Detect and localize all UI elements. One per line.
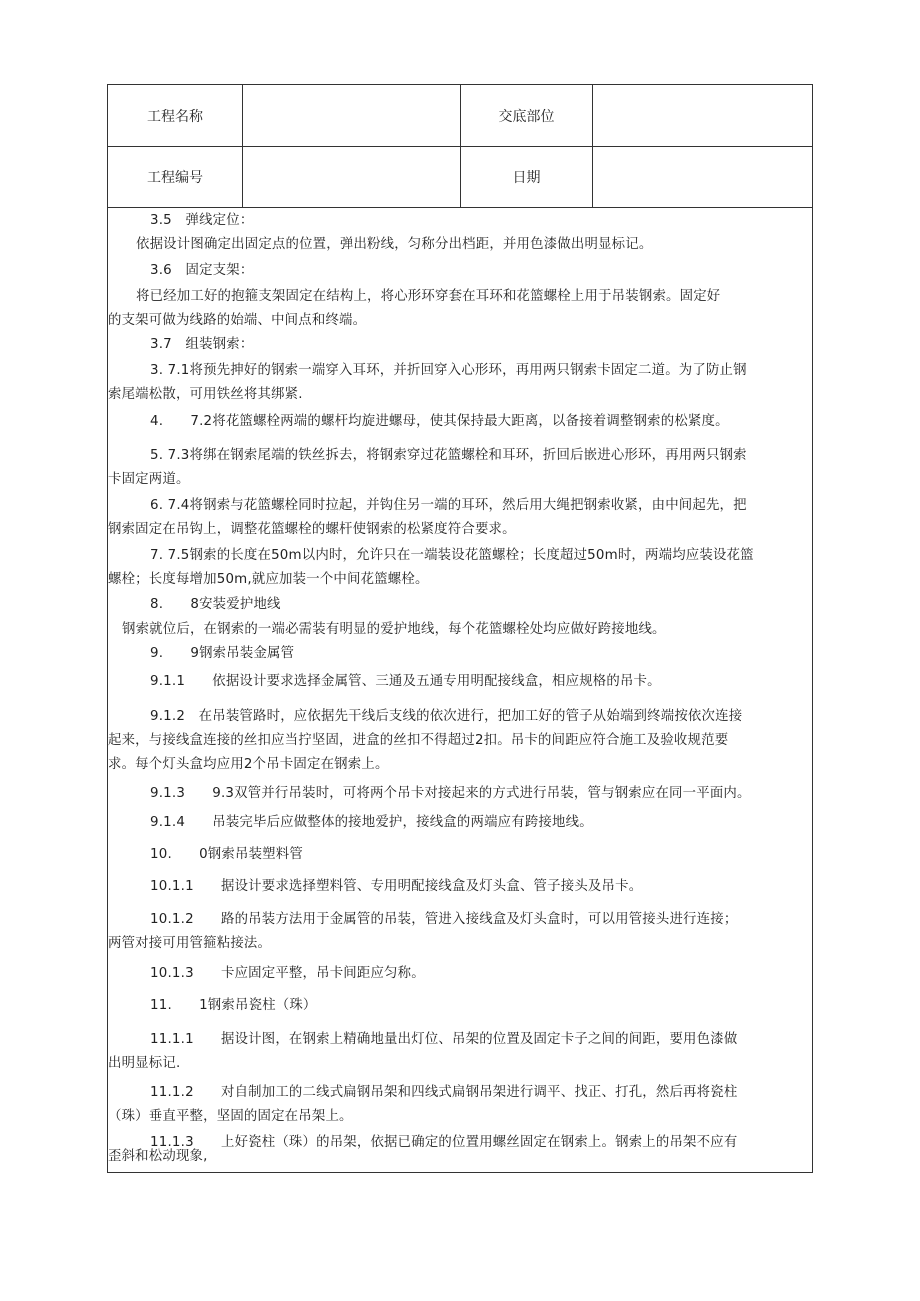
para-9-title: 9. 9钢索吊装金属管 — [150, 646, 295, 661]
para-10-title: 10. 0钢索吊装塑料管 — [150, 847, 303, 862]
para-3-5-title: 3.5 弹线定位： — [150, 213, 254, 228]
para-7-2: 4. 7.2将花篮螺栓两端的螺杆均旋进螺母，使其保持最大距离，以备接着调整钢索的松紧度。 — [150, 414, 729, 429]
para-7-5-line-2: 螺栓；长度每增加50m,就应加装一个中间花篮螺栓。 — [108, 572, 429, 587]
para-11-title: 11. 1钢索吊瓷柱（珠） — [150, 998, 317, 1013]
para-7-3-line-1: 5. 7.3将绑在钢索尾端的铁丝拆去，将钢索穿过花篮螺栓和耳环，折回后嵌进心形环，再用两只钢索 — [150, 448, 747, 463]
para-3-6-body-1: 将已经加工好的抱箍支架固定在结构上，将心形环穿套在耳环和花篮螺栓上用于吊装钢索。固定好 — [136, 289, 721, 304]
para-9-1-1: 9.1.1 依据设计要求选择金属管、三通及五通专用明配接线盒，相应规格的吊卡。 — [150, 674, 661, 689]
handover-part-value — [592, 85, 812, 146]
date-label: 日期 — [460, 146, 592, 207]
para-9-1-2-line-3: 求。每个灯头盒均应用2个吊卡固定在钢索上。 — [108, 757, 389, 772]
para-7-4-line-1: 6. 7.4将钢索与花篮螺栓同时拉起，并钩住另一端的耳环，然后用大绳把钢索收紧，由中间起先，把 — [150, 498, 747, 513]
para-3-6-title: 3.6 固定支架： — [150, 263, 254, 278]
para-7-4-line-2: 钢索固定在吊钩上，调整花篮螺栓的螺杆使钢索的松紧度符合要求。 — [108, 522, 516, 537]
project-name-label: 工程名称 — [147, 108, 203, 125]
para-11-1-2-line-1: 11.1.2 对自制加工的二线式扁钢吊架和四线式扁钢吊架进行调平、找正、打孔，然后再将瓷柱 — [150, 1085, 738, 1100]
para-10-1-3: 10.1.3 卡应固定平整，吊卡间距应匀称。 — [150, 966, 425, 981]
para-3-6-body-2: 的支架可做为线路的始端、中间点和终端。 — [108, 313, 367, 328]
para-11-1-3-line-2: 歪斜和松动现象, — [108, 1149, 208, 1164]
para-11-1-3-line-1: 11.1.3 上好瓷柱（珠）的吊架，依据已确定的位置用螺丝固定在钢索上。钢索上的吊架不应有 — [150, 1135, 738, 1150]
handover-form — [107, 84, 813, 1173]
para-10-1-2-line-1: 10.1.2 路的吊装方法用于金属管的吊装，管进入接线盒及灯头盒时，可以用管接头进行连接； — [150, 912, 738, 927]
project-name-value — [242, 85, 460, 146]
para-9-1-4: 9.1.4 吊装完毕后应做整体的接地爱护，接线盒的两端应有跨接地线。 — [150, 815, 593, 830]
para-7-5-line-1: 7. 7.5钢索的长度在50m以内时，允许只在一端装设花篮螺栓；长度超过50m时，两端均应装设花篮 — [150, 548, 754, 563]
para-10-1-2-line-2: 两管对接可用管箍粘接法。 — [108, 936, 272, 951]
para-8-title: 8. 8安装爱护地线 — [150, 597, 281, 612]
header-row-1 — [108, 85, 812, 147]
para-3-7-1-line-1: 3. 7.1将预先抻好的钢索一端穿入耳环，并折回穿入心形环，再用两只钢索卡固定二道。为了防止钢 — [150, 363, 747, 378]
handover-part-label: 交底部位 — [460, 85, 592, 146]
para-3-7-1-line-2: 索尾端松散，可用铁丝将其绑紧. — [108, 387, 303, 402]
para-9-1-2-line-1: 9.1.2 在吊装管路时，应依据先干线后支线的依次进行，把加工好的管子从始端到终端按依次连接 — [150, 709, 743, 724]
para-7-3-line-2: 卡固定两道。 — [108, 472, 190, 487]
para-9-1-3: 9.1.3 9.3双管并行吊装时，可将两个吊卡对接起来的方式进行吊装，管与钢索应在同一平面内。 — [150, 786, 751, 801]
para-10-1-1: 10.1.1 据设计要求选择塑料管、专用明配接线盒及灯头盒、管子接头及吊卡。 — [150, 879, 643, 894]
para-11-1-2-line-2: （珠）垂直平整，坚固的固定在吊架上。 — [108, 1109, 353, 1124]
para-11-1-1-line-2: 出明显标记. — [108, 1056, 181, 1071]
para-9-1-2-line-2: 起来，与接线盒连接的丝扣应当拧坚固，进盒的丝扣不得超过2扣。吊卡的间距应符合施工及验收规范要 — [108, 733, 729, 748]
project-no-label: 工程编号 — [147, 169, 203, 186]
para-3-5-body: 依据设计图确定出固定点的位置，弹出粉线，匀称分出档距，并用色漆做出明显标记。 — [136, 237, 653, 252]
project-no-value — [242, 146, 460, 207]
date-value — [592, 146, 812, 207]
para-3-7-title: 3.7 组装钢索： — [150, 337, 254, 352]
header-row-2 — [108, 146, 812, 208]
para-8-body: 钢索就位后，在钢索的一端必需装有明显的爱护地线，每个花篮螺栓处均应做好跨接地线。 — [122, 622, 666, 637]
para-11-1-1-line-1: 11.1.1 据设计图，在钢索上精确地量出灯位、吊架的位置及固定卡子之间的间距，要用色漆做 — [150, 1032, 738, 1047]
